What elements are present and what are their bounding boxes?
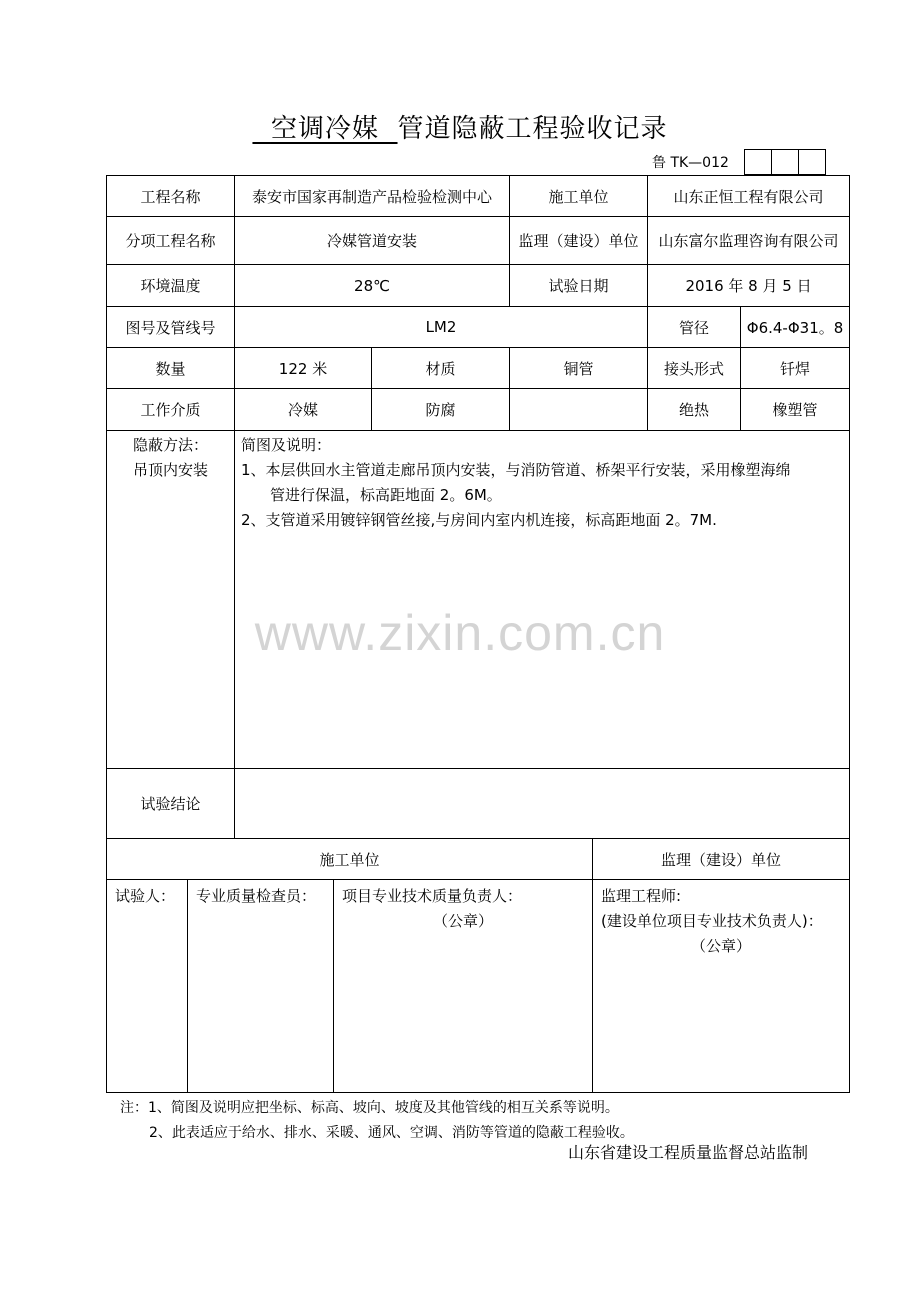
signature-body-row xyxy=(107,880,850,1093)
joint-label: 接头形式 xyxy=(648,348,741,389)
row-medium xyxy=(107,389,850,431)
row-drawing xyxy=(107,307,850,348)
anticorrosion-label: 防腐 xyxy=(372,389,510,431)
signature-table xyxy=(106,838,850,1093)
hidden-method-cell xyxy=(107,431,235,769)
tech-lead-cell xyxy=(334,880,593,1093)
diameter-value: Φ6.4-Φ31。8 xyxy=(741,307,850,348)
row-project-name xyxy=(107,176,850,217)
supervision-unit-value: 山东富尔监理咨询有限公司 xyxy=(648,217,850,265)
description-cell xyxy=(235,431,850,769)
hidden-method-value: 吊顶内安装 xyxy=(132,461,208,479)
sub-project-label: 分项工程名称 xyxy=(107,217,235,265)
quality-inspector-cell xyxy=(188,880,334,1093)
insulation-value: 橡塑管 xyxy=(741,389,850,431)
hidden-method-label: 隐蔽方法： xyxy=(132,436,208,454)
note-1: 注：1、简图及说明应把坐标、标高、坡向、坡度及其他管线的相互关系等说明。 xyxy=(120,1100,619,1116)
quantity-label: 数量 xyxy=(107,348,235,389)
anticorrosion-value xyxy=(510,389,648,431)
document-title xyxy=(0,108,920,145)
supervisor-label: 监理工程师: xyxy=(601,887,682,905)
row-sub-project xyxy=(107,217,850,265)
conclusion-label: 试验结论 xyxy=(107,769,235,839)
row-hidden-method xyxy=(107,431,850,769)
insulation-label: 绝热 xyxy=(648,389,741,431)
tester-label: 试验人： xyxy=(115,887,176,905)
code-box-cell xyxy=(745,150,772,174)
drawing-value: LM2 xyxy=(235,307,648,348)
notes xyxy=(120,1096,634,1146)
form-code-row xyxy=(652,149,747,175)
code-box-cell xyxy=(772,150,799,174)
env-temp-label: 环境温度 xyxy=(107,265,235,307)
watermark: www.zixin.com.cn xyxy=(254,605,666,661)
seal-2: （公章） xyxy=(691,937,752,955)
record-table xyxy=(106,175,850,839)
material-label: 材质 xyxy=(372,348,510,389)
title-underlined: 空调冷媒 xyxy=(270,114,379,144)
description-line-1a: 1、本层供回水主管道走廊吊顶内安装，与消防管道、桥架平行安装，采用橡塑海绵 xyxy=(241,461,791,479)
supervisor-cell xyxy=(593,880,850,1093)
construction-unit-label: 施工单位 xyxy=(510,176,648,217)
quality-inspector-label: 专业质量检查员： xyxy=(196,887,317,905)
project-name-label: 工程名称 xyxy=(107,176,235,217)
row-conclusion xyxy=(107,769,850,839)
construction-header: 施工单位 xyxy=(107,839,593,880)
description-line-1b: 管进行保温，标高距地面 2。6M。 xyxy=(270,486,502,504)
medium-value: 冷媒 xyxy=(235,389,372,431)
drawing-label: 图号及管线号 xyxy=(107,307,235,348)
tester-cell xyxy=(107,880,188,1093)
sub-project-value: 冷媒管道安装 xyxy=(235,217,510,265)
medium-label: 工作介质 xyxy=(107,389,235,431)
material-value: 铜管 xyxy=(510,348,648,389)
conclusion-value xyxy=(235,769,850,839)
test-date-label: 试验日期 xyxy=(510,265,648,307)
seal-1: （公章） xyxy=(433,912,494,930)
env-temp-value: 28℃ xyxy=(235,265,510,307)
supervision-header: 监理（建设）单位 xyxy=(593,839,850,880)
code-box-cell xyxy=(799,150,825,174)
row-env-temp xyxy=(107,265,850,307)
description-line-2: 2、支管道采用镀锌钢管丝接,与房间内室内机连接，标高距地面 2。7M. xyxy=(241,511,717,529)
note-2: 2、此表适应于给水、排水、采暖、通风、空调、消防等管道的隐蔽工程验收。 xyxy=(149,1125,634,1141)
form-code: 鲁 TK—012 xyxy=(652,155,729,171)
form-code-boxes xyxy=(744,149,826,175)
quantity-value: 122 米 xyxy=(235,348,372,389)
row-quantity xyxy=(107,348,850,389)
issuer-footer: 山东省建设工程质量监督总站监制 xyxy=(568,1143,809,1162)
owner-tech-lead-label: (建设单位项目专业技术负责人)： xyxy=(601,912,823,930)
diameter-label: 管径 xyxy=(648,307,741,348)
project-name-value: 泰安市国家再制造产品检验检测中心 xyxy=(235,176,510,217)
description-title: 简图及说明： xyxy=(241,436,332,454)
test-date-value: 2016 年 8 月 5 日 xyxy=(648,265,850,307)
signature-header-row xyxy=(107,839,850,880)
construction-unit-value: 山东正恒工程有限公司 xyxy=(648,176,850,217)
supervision-label: 监理（建设）单位 xyxy=(510,217,648,265)
title-rest: 管道隐蔽工程验收记录 xyxy=(397,114,668,144)
joint-value: 钎焊 xyxy=(741,348,850,389)
tech-lead-label: 项目专业技术质量负责人： xyxy=(342,887,523,905)
